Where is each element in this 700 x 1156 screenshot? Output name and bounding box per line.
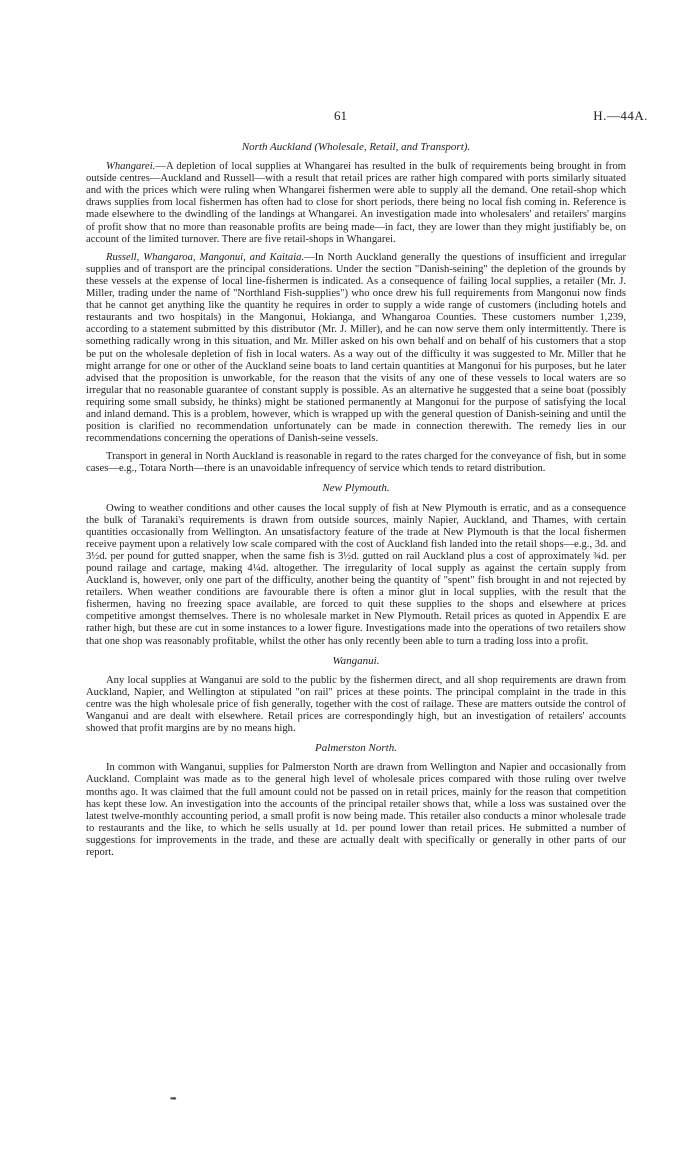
paragraph-lead: Whangarei. xyxy=(106,161,156,173)
paragraph xyxy=(86,451,626,475)
paragraph-text: Any local supplies at Wanganui are sold to the public by the fishermen direct, and all shop requirements are drawn from Auckland, Napier, and Wellington at stipulated "on rail" prices at these points. The principal complaint in the trade in this centre was the high wholesale price of fish generally, together with the cost of railage. These are matters outside the control of Wanganui and are dealt with elsewhere. Retail prices are correspondingly high, but an investigation of retailers' accounts showed that profit margins are by no means high. xyxy=(86,674,626,735)
section-heading: Wanganui. xyxy=(332,654,380,667)
section-heading: New Plymouth. xyxy=(322,482,390,495)
page-number: 61 xyxy=(334,108,347,123)
paragraph-text: —A depletion of local supplies at Whangarei has resulted in the bulk of requirements being brought in from outside centres—Auckland and Russell—with a result that retail prices are rather high compared with ports similarly situated and with the prices which were ruling when Whangarei fishermen were able to supply all the demand. One retail-shop which draws supplies from local fishermen has often had to close for short periods, there being no local fish coming in. Reference is made elsewhere to the dwindling of the landings at Whangarei. An investigation made into wholesalers' and retailers' margins of profit show that no more than reasonable profits are being made—in fact, they are lower than they might justifiably be, on account of the limited turnover. There are five retail-shops in Whangarei. xyxy=(86,161,626,245)
paragraph-text: —In North Auckland generally the questions of insufficient and irregular supplies and of transport are the principal considerations. Under the section "Danish-seining" the depletion of the grounds by these vessels at the expense of local line-fishermen is indicated. As a consequence of failing local supplies, a retailer (Mr. J. Miller, trading under the name of "Northland Fish-supplies") who once drew his full requirements from Mangonui now finds that he cannot get anything like the quantity he requires in order to supply a wide range of customers (including hotels and restaurants and two hospitals) in the Mangonui, Hokianga, and Whangaroa Counties. These customers number 1,239, according to a statement submitted by this distributor (Mr. J. Miller), and he can now serve them only intermittently. There is something radically wrong in this situation, and Mr. Miller asked on his own behalf and on behalf of his customers that a stop be put on the wholesale depletion of fish in local waters. As a way out of the difficulty it was suggested to Mr. Miller that he might arrange for one or other of the Auckland seine boats to land certain quantities at Mangonui for his purposes, but he later advised that the proposition is unworkable, for the reason that the visits of any one of these vessels to local waters are so irregular that no reasonable guarantee of constant supply is possible. As an alternative he suggested that a seine boat (possibly requiring some small subsidy, he thinks) might be stationed permanently at Mangonui for the purpose of satisfying the local and inland demand. This is a problem, however, which is wrapped up with the general question of Danish-seining and until the position is clarified no recommendation unfortunately can be made in connection therewith. The remedy lies in our recommendations concerning the operations of Danish-seine vessels. xyxy=(86,251,626,445)
document-reference: H.—44A. xyxy=(593,108,648,123)
paragraph-text: In common with Wanganui, supplies for Palmerston North are drawn from Wellington and Napier and occasionally from Auckland. Complaint was made as to the general high level of wholesale prices compared with those ruling over twelve months ago. It was claimed that the full amount could not be passed on in retail prices, mainly for the reason that competition has kept these low. An investigation into the accounts of the principal retailer shows that, while a loss was sustained over the latest twelve-monthly accounting period, a small profit is now being made. This retailer also conducts a minor wholesale trade to restaurants and the like, to which he sells usually at 1d. per pound lower than retail prices. He submitted a number of suggestions for improvements in the trade, and these are actually dealt with specifically or generally in other parts of our report. xyxy=(86,762,626,858)
paragraph xyxy=(86,675,626,735)
paragraph-text: Transport in general in North Auckland is reasonable in regard to the rates charged for the conveyance of fish, but in some cases—e.g., Totara North—there is an unavoidable infrequency of service which tends to retard distribution. xyxy=(86,451,626,475)
paragraph-lead: Russell, Whangaroa, Mangonui, and Kaitaia. xyxy=(106,251,305,263)
section-heading: North Auckland (Wholesale, Retail, and Transport). xyxy=(241,141,471,153)
page-header xyxy=(0,108,700,126)
paragraph xyxy=(86,161,626,246)
document-body xyxy=(86,134,626,865)
section-heading: Palmerston North. xyxy=(315,742,397,755)
paragraph-text: Owing to weather conditions and other causes the local supply of fish at New Plymouth is erratic, and as a consequence the bulk of Taranaki's requirements is drawn from outside sources, mainly Napier, Auckland, and Thames, with certain quantities occasionally from Wellington. An unsatisfactory feature of the trade at New Plymouth is that the local fishermen receive payment upon a relatively low scale compared with the cost of Auckland fish landed into the retail shops—e.g., 3d. and 3½d. per pound for gutted snapper, when the same fish is 3½d. gutted on rail Auckland plus a cost of approximately ¾d. per pound railage and cartage, making 4¼d. altogether. The irregularity of local supply as against the certain supply from Auckland is, however, only one part of the difficulty, another being the quantity of "spent" fish brought in and not rejected by retailers. When weather conditions are favourable there is often a minor glut in local supplies, with the result that the fishermen, having no freezing space available, are forced to quit these supplies to the shops and elsewhere at prices competitive amongst themselves. There is no wholesale market in New Plymouth. Retail prices as quoted in Appendix E are rather high, but these are cut in some instances to a lower figure. Investigations made into the operations of two retailers show that one shop was reasonably profitable, whilst the other has only recently been able to turn a trading loss into a profit. xyxy=(86,502,626,647)
paragraph xyxy=(86,762,626,859)
paragraph xyxy=(86,252,626,446)
print-mark: ➡ xyxy=(170,1094,177,1103)
paragraph xyxy=(86,503,626,648)
